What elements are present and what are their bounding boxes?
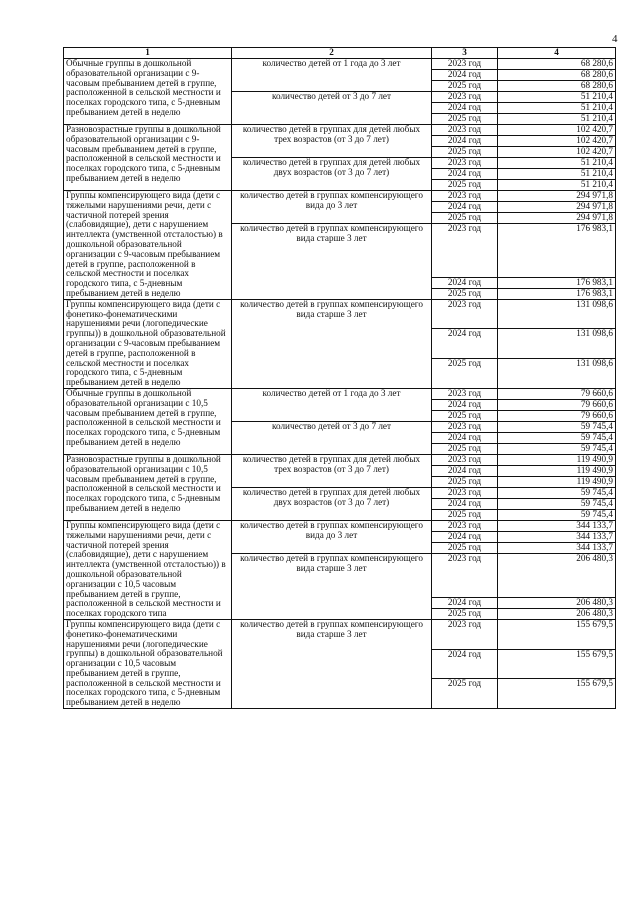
page-number: 4 [612,33,618,45]
group-type-cell: Группы компенсирующего вида (дети с тяжелыми нарушениями речи, дети с частичной потерей зрения (слабовидящие), дети с нарушением интеллекта (умственной отсталостью) в дошкольной образовательной организации с 9-часовым пребыванием детей в группе, расположенной в сельской местности и поселках городского типа, с 5-дневным пребыванием детей в неделю [64,191,232,300]
year-cell: 2023 год [432,125,498,136]
amount-cell: 102 420,7 [498,147,616,158]
amount-cell: 206 480,3 [498,608,616,619]
table-row [64,125,616,136]
indicator-cell: количество детей в группах для детей любых двух возрастов (от 3 до 7 лет) [232,487,432,520]
year-cell: 2024 год [432,432,498,443]
tariff-table [63,47,616,709]
year-cell: 2025 год [432,288,498,299]
amount-cell: 59 745,4 [498,421,616,432]
amount-cell: 155 679,5 [498,679,616,709]
amount-cell: 51 210,4 [498,114,616,125]
amount-cell: 51 210,4 [498,180,616,191]
amount-cell: 51 210,4 [498,158,616,169]
table-row [64,59,616,70]
year-cell: 2024 год [432,70,498,81]
indicator-cell: количество детей от 1 года до 3 лет [232,388,432,421]
table-row [64,619,616,649]
table-body [64,59,616,709]
amount-cell: 176 983,1 [498,277,616,288]
year-cell: 2024 год [432,531,498,542]
year-cell: 2023 год [432,553,498,597]
amount-cell: 294 971,8 [498,202,616,213]
year-cell: 2023 год [432,454,498,465]
year-cell: 2025 год [432,509,498,520]
indicator-cell: количество детей в группах компенсирующего вида старше 3 лет [232,553,432,619]
table-row [64,454,616,465]
amount-cell: 294 971,8 [498,213,616,224]
amount-cell: 51 210,4 [498,169,616,180]
amount-cell: 344 133,7 [498,542,616,553]
year-cell: 2024 год [432,465,498,476]
group-type-cell: Разновозрастные группы в дошкольной образовательной организации с 10,5 часовым пребыванием детей в группе, расположенной в сельской местности и поселках городского типа, с 5-дневным пребыванием детей в неделю [64,454,232,520]
amount-cell: 155 679,5 [498,649,616,679]
indicator-cell: количество детей в группах компенсирующего вида до 3 лет [232,520,432,553]
amount-cell: 344 133,7 [498,520,616,531]
table-row [64,388,616,399]
indicator-cell: количество детей в группах компенсирующего вида старше 3 лет [232,619,432,708]
year-cell: 2023 год [432,421,498,432]
table-row [64,299,616,329]
table-row [64,191,616,202]
group-type-cell: Разновозрастные группы в дошкольной образовательной организации с 9-часовым пребыванием детей в группе, расположенной в сельской местности и поселках городского типа, с 5-дневным пребыванием детей в неделю [64,125,232,191]
indicator-cell: количество детей от 1 года до 3 лет [232,59,432,92]
table-header-row [64,48,616,59]
year-cell: 2024 год [432,202,498,213]
amount-cell: 68 280,6 [498,81,616,92]
year-cell: 2024 год [432,498,498,509]
group-type-cell: Группы компенсирующего вида (дети с фонетико-фонематическими нарушениями речи (логопедические группы) в дошкольной образовательной организации с 10,5 часовым пребыванием детей в группе, расположенной в сельской местности и поселках городского типа, с 5-дневным пребыванием детей в неделю [64,619,232,708]
group-type-cell: Обычные группы в дошкольной образовательной организации с 9-часовым пребыванием детей в группе, расположенной в сельской местности и поселках городского типа, с 5-дневным пребыванием детей в неделю [64,59,232,125]
indicator-cell: количество детей в группах компенсирующего вида старше 3 лет [232,299,432,388]
indicator-cell: количество детей в группах для детей любых трех возрастов (от 3 до 7 лет) [232,454,432,487]
amount-cell: 119 490,9 [498,454,616,465]
indicator-cell: количество детей от 3 до 7 лет [232,421,432,454]
year-cell: 2024 год [432,136,498,147]
year-cell: 2023 год [432,191,498,202]
amount-cell: 176 983,1 [498,224,616,278]
indicator-cell: количество детей в группах компенсирующего вида старше 3 лет [232,224,432,300]
year-cell: 2023 год [432,520,498,531]
amount-cell: 68 280,6 [498,70,616,81]
year-cell: 2023 год [432,224,498,278]
year-cell: 2023 год [432,487,498,498]
group-type-cell: Группы компенсирующего вида (дети с фонетико-фонематическими нарушениями речи (логопедические группы)) в дошкольной образовательной организации с 9-часовым пребыванием детей в группе, расположенной в сельской местности и поселках городского типа, с 5-дневным пребыванием детей в неделю [64,299,232,388]
amount-cell: 59 745,4 [498,487,616,498]
amount-cell: 59 745,4 [498,498,616,509]
amount-cell: 294 971,8 [498,191,616,202]
year-cell: 2025 год [432,679,498,709]
amount-cell: 79 660,6 [498,410,616,421]
year-cell: 2023 год [432,619,498,649]
year-cell: 2023 год [432,299,498,329]
year-cell: 2023 год [432,59,498,70]
amount-cell: 119 490,9 [498,476,616,487]
column-header-2: 2 [232,48,432,59]
amount-cell: 51 210,4 [498,103,616,114]
year-cell: 2025 год [432,180,498,191]
amount-cell: 59 745,4 [498,432,616,443]
amount-cell: 206 480,3 [498,597,616,608]
year-cell: 2023 год [432,92,498,103]
amount-cell: 59 745,4 [498,509,616,520]
year-cell: 2023 год [432,158,498,169]
indicator-cell: количество детей в группах компенсирующего вида до 3 лет [232,191,432,224]
year-cell: 2025 год [432,476,498,487]
year-cell: 2025 год [432,359,498,389]
indicator-cell: количество детей в группах для детей любых двух возрастов (от 3 до 7 лет) [232,158,432,191]
amount-cell: 206 480,3 [498,553,616,597]
group-type-cell: Обычные группы в дошкольной образовательной организации с 10,5 часовым пребыванием детей в группе, расположенной в сельской местности и поселках городского типа, с 5-дневным пребыванием детей в неделю [64,388,232,454]
column-header-4: 4 [498,48,616,59]
group-type-cell: Группы компенсирующего вида (дети с тяжелыми нарушениями речи, дети с частичной потерей зрения (слабовидящие), дети с нарушением интеллекта (умственной отсталостью)) в дошкольной образовательной организации с 10,5 часовым пребыванием детей в группе, расположенной в сельской местности и поселках городского типа [64,520,232,619]
indicator-cell: количество детей от 3 до 7 лет [232,92,432,125]
year-cell: 2025 год [432,410,498,421]
amount-cell: 131 098,6 [498,359,616,389]
year-cell: 2024 год [432,597,498,608]
amount-cell: 102 420,7 [498,136,616,147]
table-row [64,520,616,531]
amount-cell: 59 745,4 [498,443,616,454]
amount-cell: 155 679,5 [498,619,616,649]
amount-cell: 102 420,7 [498,125,616,136]
column-header-3: 3 [432,48,498,59]
column-header-1: 1 [64,48,232,59]
amount-cell: 79 660,6 [498,399,616,410]
year-cell: 2025 год [432,114,498,125]
amount-cell: 131 098,6 [498,329,616,359]
year-cell: 2025 год [432,147,498,158]
year-cell: 2024 год [432,329,498,359]
amount-cell: 119 490,9 [498,465,616,476]
year-cell: 2024 год [432,649,498,679]
year-cell: 2023 год [432,388,498,399]
year-cell: 2025 год [432,81,498,92]
year-cell: 2025 год [432,213,498,224]
year-cell: 2024 год [432,169,498,180]
amount-cell: 344 133,7 [498,531,616,542]
year-cell: 2025 год [432,608,498,619]
amount-cell: 51 210,4 [498,92,616,103]
amount-cell: 131 098,6 [498,299,616,329]
amount-cell: 68 280,6 [498,59,616,70]
amount-cell: 176 983,1 [498,288,616,299]
year-cell: 2024 год [432,399,498,410]
year-cell: 2024 год [432,277,498,288]
year-cell: 2025 год [432,443,498,454]
amount-cell: 79 660,6 [498,388,616,399]
indicator-cell: количество детей в группах для детей любых трех возрастов (от 3 до 7 лет) [232,125,432,158]
year-cell: 2024 год [432,103,498,114]
year-cell: 2025 год [432,542,498,553]
